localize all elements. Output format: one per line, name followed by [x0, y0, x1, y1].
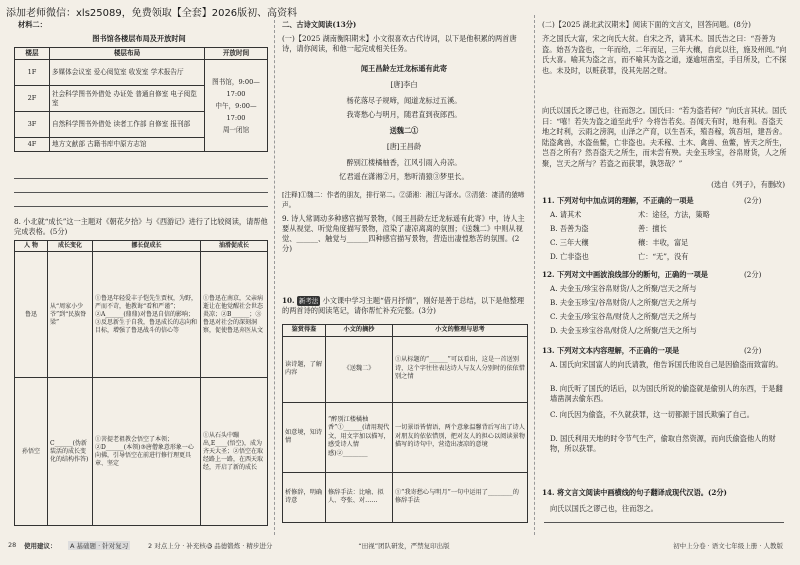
layout-cell: 地方文献部 古籍书库中原方志馆	[50, 138, 205, 152]
option[interactable]: B. 吾善为盗	[550, 224, 589, 233]
answer-line[interactable]	[14, 192, 268, 193]
q12-score: (2分)	[744, 270, 762, 279]
option[interactable]: C. 向氏因为偷盗，不久就获罪，这一切都源于国氏欺骗了自己。	[550, 410, 754, 419]
floor-cell: 4F	[15, 138, 50, 152]
method-cell: 析修辞，明确诗意	[283, 472, 326, 522]
header-person: 人 物	[15, 241, 48, 252]
question-14: 14. 将文言文阅读中画横线的句子翻译成现代汉语。(2分)	[542, 488, 727, 497]
floor-cell: 1F	[15, 60, 50, 86]
layout-cell: 社会科学图书外借处 办证处 普通自修室 电子阅览室	[50, 86, 205, 112]
option[interactable]: C. 三年大穰	[550, 238, 589, 247]
layout-cell: 自然科学图书外借处 读者工作部 自修室 报刊部	[50, 112, 205, 138]
wukong-hardship-cell[interactable]: ①从石头中蹦出,E____(悟空)，成为齐天大圣；②悟空在取经路上一路，在西天取经，开启了新的成长	[201, 378, 268, 526]
column-left	[8, 0, 273, 565]
header-mentor: 挪长促成长	[93, 241, 201, 252]
reading-notes-table	[282, 324, 528, 523]
q10-number: 10.	[282, 296, 295, 305]
header-hardship: 油滑促成长	[201, 241, 268, 252]
header-excerpt: 小文的摘抄	[326, 325, 393, 337]
q10-text: 小文课中学习主题“借月抒情”，刚好是善于总结，以下是他整理的两首诗的阅读笔记，请你帮忙补充完整。(3分)	[282, 296, 525, 315]
option[interactable]: B. 向氏听了国氏的话后，以为国氏所说的偷盗就是偷别人的东西，于是翻墙凿洞去偷东西。	[550, 384, 783, 403]
poetry-intro: (一)【2025 湖南衡阳期末】小文很喜欢古代诗词，以下是他积累的两首唐诗，请你阅读，和他一起完成相关任务。	[282, 34, 517, 53]
method-cell: 如意境，知诗情	[283, 402, 326, 472]
question-13: 13. 下列对文本内容理解，不正确的一项是	[542, 346, 680, 355]
option[interactable]: D. 亡非盗也	[550, 252, 589, 261]
header-change: 成长变化	[48, 241, 93, 252]
header-hours: 开放时间	[205, 48, 268, 60]
thought-cell[interactable]: ①“我寄愁心与明月”一句中运用了________的修辞手法	[393, 472, 528, 522]
question-11: 11. 下列对句中加点词的理解，不正确的一项是	[542, 196, 694, 205]
header-thoughts: 小文的整理与思考	[393, 325, 528, 337]
question-8: 8. 小北就“成长”这一主题对《朝花夕拾》与《西游记》进行了比较阅读，请帮他完成表格。(5分)	[14, 217, 268, 236]
luxun-change: 从“周家小少爷”到“民族脊梁”	[48, 252, 93, 378]
hours-line: 图书馆，9:00—17:00	[212, 77, 260, 98]
footer-tag-a: A 基础题 · 针对复习	[70, 542, 129, 550]
question-10	[282, 296, 528, 316]
poem2-title: 送魏二①	[389, 126, 419, 135]
person-wukong: 孙悟空	[15, 378, 48, 526]
answer-line[interactable]	[14, 178, 268, 179]
poem1-line: 我寄愁心与明月，随君直到夜郎西。	[346, 110, 462, 119]
person-luxun: 鲁迅	[15, 252, 48, 378]
poem1-line: 杨花落尽子规啼，闻道龙标过五溪。	[346, 96, 462, 105]
floor-cell: 3F	[15, 112, 50, 138]
option[interactable]: C. 夫金玉/珍宝谷帛/财货人之所聚/岂天之所与	[550, 312, 697, 321]
column-divider	[274, 15, 275, 535]
poem2-author: [唐]王昌龄	[386, 142, 422, 151]
hours-cell	[205, 60, 268, 152]
hours-line: 中午，9:00—17:00	[215, 101, 257, 122]
column-middle	[278, 0, 530, 565]
poem2-line: 忆君遥在潇湘②月，愁听清猿③梦里长。	[339, 172, 469, 181]
q14-sentence: 向氏以国氏之谬己也，往而怨之。	[550, 504, 658, 513]
q13-score: (2分)	[744, 346, 762, 355]
library-table-title: 图书馆各楼层布局及开放时间	[92, 34, 186, 43]
header-floor: 楼层	[15, 48, 50, 60]
thought-cell[interactable]: ①从标题的“______”可以看出，这是一首送别诗，这个字往往表达诗人与友人分别时的依依惜别之情	[393, 336, 528, 402]
wukong-change-cell[interactable]: C______(伪新装活的成长变化的结构作答)	[48, 378, 93, 526]
excerpt-cell[interactable]: “醉别江楼橘柚香”①______(请用现代文，用文字加以描写，感受诗人情感)②________	[326, 402, 393, 472]
column-right	[538, 0, 793, 565]
option[interactable]: A. 夫金玉/珍宝谷帛财货/人之所聚/岂天之所与	[550, 284, 697, 293]
library-table	[14, 47, 268, 152]
luxun-hardship-cell[interactable]: ①鲁迅在南京，父亲病逝让在他觉醒社会世态炎凉；②B______；③鲁迅对社会的深刻洞察，促使鲁迅弃医从文	[201, 252, 268, 378]
watermark-text: 添加老师微信：xls25089，免费领取【全套】2026版初、高资料	[6, 8, 298, 19]
usage-tip: 使用建议：	[24, 542, 57, 550]
section-title: 二、古诗文阅读(13分)	[282, 20, 357, 29]
floor-cell: 2F	[15, 86, 50, 112]
footer-right: 初中上分卷 · 语文七年级上册 · 人教版	[673, 542, 783, 550]
question-12: 12. 下列对文中画波浪线部分的断句，正确的一项是	[542, 270, 708, 279]
layout-cell: 多媒体会议室 爱心阅览室 收发室 学术报告厅	[50, 60, 205, 86]
material-title: 材料二：	[18, 20, 47, 29]
method-cell: 读诗题，了解内容	[283, 336, 326, 402]
wukong-mentor-cell[interactable]: ①菩提老祖教会悟空了本领；②D______(本领)③唐僧象意形象一心向佛，引导悟空在前进行修行理更具章、坚定	[93, 378, 201, 526]
passage-source: (选自《列子》，有删改)	[711, 180, 785, 189]
footer-center: “田视”团队研发，严禁复印出版	[358, 542, 450, 550]
hours-line: 周一闭馆	[222, 125, 250, 134]
thought-cell: 一切景语皆情语，两个意象温馨背后写出了诗人对朋友的依依惜别，把对友人的担心以阅读景物描写的诗句中，营造出凄凉的意境	[393, 402, 528, 472]
poem1-title: 闻王昌龄左迁龙标遥有此寄	[360, 64, 448, 73]
classical-passage: 齐之国氏大富，宋之向氏大贫。自宋之齐，请其术。国氏告之曰：“吾善为盗。始吾为盗也，一年而给，二年而足，三年大穰，自此以往，施及州闾。”向氏大喜。喻其为盗之言，而不喻其为盗之道，遂逾垣凿室，手目所及，亡不探也。未及时，以赃获罪，没其先居之财。	[542, 34, 787, 75]
answer-line[interactable]	[544, 522, 784, 523]
column-divider	[534, 15, 535, 535]
option-gloss: 术：途径，方法，策略	[638, 210, 710, 219]
new-format-badge: 新考法	[298, 297, 319, 305]
excerpt-cell: 修辞手法：比喻、拟人、夸张、对……	[326, 472, 393, 522]
question-9: 9. 诗人常调动多种感官描写景物，《闻王昌龄左迁龙标遥有此寄》中，诗人主要从视觉、听觉角度描写景物，渲染了凄凉离离的氛围；《送魏二》中则从视觉、______、触觉与______四种感官描写景物，营造出凄惶愁苦的氛围。(2分)	[282, 214, 525, 253]
option[interactable]: A. 国氏向宋国富人的向氏请教，他告诉国氏他说自己是因偷盗而致富的。	[550, 360, 783, 369]
classical-intro: (二)【2025 湖北武汉期末】阅读下面的文言文，回答问题。(8分)	[542, 20, 751, 29]
poem2-line: 醉别江楼橘柚香，江风引雨入舟凉。	[346, 158, 462, 167]
option[interactable]: D. 国氏利用天地的时令节气生产，偷取自然资源，而向氏偷盗他人的财物，所以获罪。	[550, 434, 776, 453]
growth-table	[14, 240, 268, 526]
option[interactable]: B. 夫金玉珍宝/谷帛财货/人之所聚/岂天之所与	[550, 298, 697, 307]
option[interactable]: D. 夫金玉珍宝谷帛/财货人/之所聚/岂天之所与	[550, 326, 697, 335]
footer-tag-c: 3 品德锻炼 · 精步进分	[208, 542, 273, 550]
q11-score: (2分)	[744, 196, 762, 205]
answer-line[interactable]	[14, 206, 268, 207]
poem1-author: [唐]李白	[390, 80, 418, 89]
option-gloss: 穰：丰收，富足	[638, 238, 689, 247]
option-gloss: 善：擅长	[638, 224, 667, 233]
footer-tag-b: 2 对点上分 · 补充核心	[148, 542, 213, 550]
option[interactable]: A. 请其术	[550, 210, 582, 219]
option-gloss: 亡：“无”，没有	[638, 252, 689, 261]
luxun-mentor-cell[interactable]: ①鲁迅年轻爱丰子恺先生贾权，为野，严而不苛，他教诲“看和严谨”；②A______(鼎鼎)对鲁迅自信的影响；③反思新生于自我，鲁迅成长的志向和目标，增强了鲁迅战斗的信心等	[93, 252, 201, 378]
header-layout: 楼层布局	[50, 48, 205, 60]
classical-passage-2: 向氏以国氏之谬己也，往而怨之。国氏曰：“若为盗若何？”向氏言其状。国氏曰：“嘻！若失为盗之道至此乎？今将告若矣。吾闻天有时，地有利。吾盗天地之时利，云雨之滂润，山泽之产育，以生吾禾，殖吾稼，筑吾垣，建吾舍。陆盗禽兽，水盗鱼鳖，亡非盗也。夫禾稼、土木、禽兽、鱼鳖，皆天之所生，岂吾之所有？然吾盗天之所生，而未尝有殃。夫金玉珍宝，谷帛财货，人之所聚，岂天之所与？若盗之而获罪，孰怨哉？”	[542, 106, 787, 168]
poem-notes: [注释]①魏二：作者的朋友，排行第二。②潇湘：湘江与潇水。③清猿：凄清的猿啼声。	[282, 191, 525, 209]
excerpt-cell: 《送魏二》	[326, 336, 393, 402]
page-number: 28	[8, 541, 17, 549]
header-method: 鉴赏得鉴	[283, 325, 326, 337]
